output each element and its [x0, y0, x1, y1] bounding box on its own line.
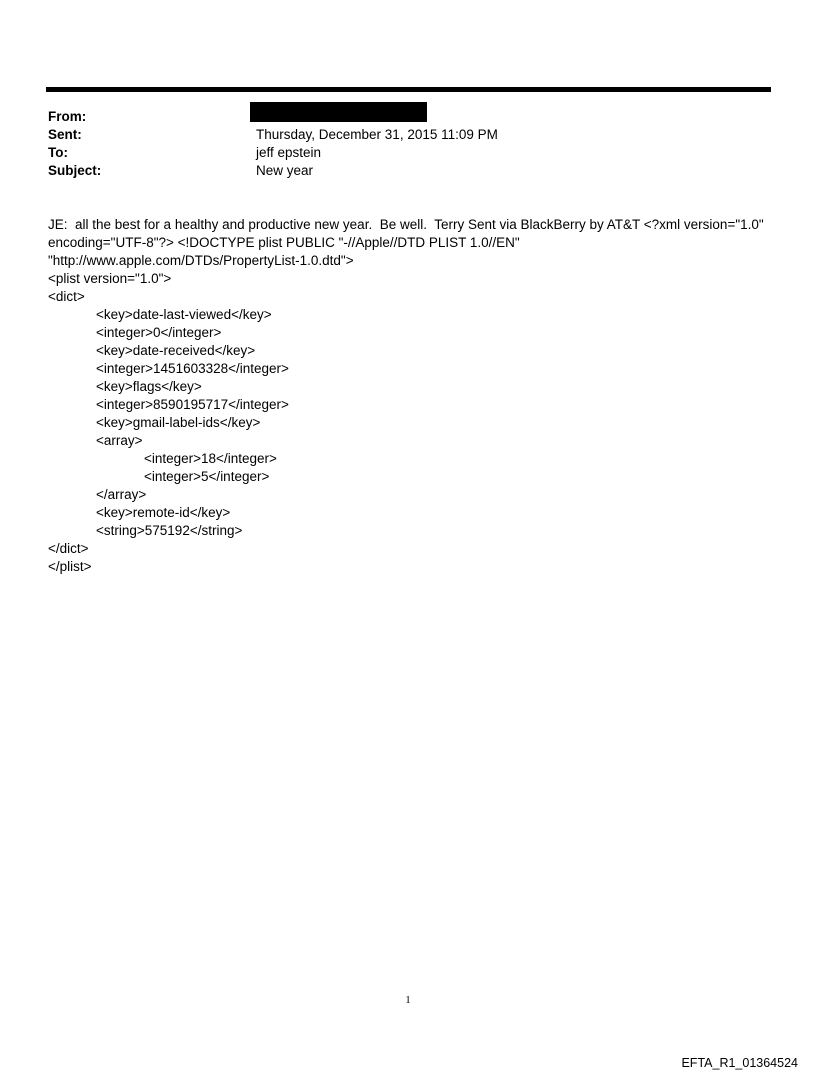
subject-value: New year — [256, 163, 314, 178]
body-line: </dict> — [48, 541, 89, 556]
body-line: <key>date-received</key> — [96, 343, 256, 358]
sent-label: Sent: — [48, 127, 82, 142]
document-id: EFTA_R1_01364524 — [681, 1056, 798, 1070]
body-line: </array> — [96, 487, 147, 502]
email-body — [48, 216, 778, 576]
body-line: encoding="UTF-8"?> <!DOCTYPE plist PUBLIC "-//Apple//DTD PLIST 1.0//EN" — [48, 235, 520, 250]
from-label: From: — [48, 109, 87, 124]
body-line: <key>gmail-label-ids</key> — [96, 415, 261, 430]
body-line: <plist version="1.0"> — [48, 271, 172, 286]
page-number: 1 — [405, 994, 411, 1006]
body-line: <array> — [96, 433, 143, 448]
body-line: <string>575192</string> — [96, 523, 243, 538]
body-line: <integer>1451603328</integer> — [96, 361, 289, 376]
to-row — [48, 144, 748, 162]
body-line: <integer>18</integer> — [144, 451, 277, 466]
header-rule — [46, 87, 771, 92]
subject-label: Subject: — [48, 163, 102, 178]
to-label: To: — [48, 145, 68, 160]
sent-value: Thursday, December 31, 2015 11:09 PM — [256, 127, 498, 142]
sent-row — [48, 126, 748, 144]
body-line: <key>flags</key> — [96, 379, 202, 394]
body-line: <integer>0</integer> — [96, 325, 222, 340]
redaction-block — [250, 102, 427, 122]
subject-row — [48, 162, 748, 180]
body-line: </plist> — [48, 559, 92, 574]
body-line: "http://www.apple.com/DTDs/PropertyList-1.0.dtd"> — [48, 253, 354, 268]
email-header — [48, 108, 748, 180]
to-value: jeff epstein — [256, 145, 322, 160]
body-line: <key>remote-id</key> — [96, 505, 231, 520]
body-line: JE: all the best for a healthy and productive new year. Be well. Terry Sent via BlackBerry by AT&T <?xml version="1.0" — [48, 217, 764, 232]
from-row — [48, 108, 748, 126]
body-line: <integer>5</integer> — [144, 469, 270, 484]
body-line: <key>date-last-viewed</key> — [96, 307, 272, 322]
body-line: <dict> — [48, 289, 85, 304]
body-line: <integer>8590195717</integer> — [96, 397, 289, 412]
